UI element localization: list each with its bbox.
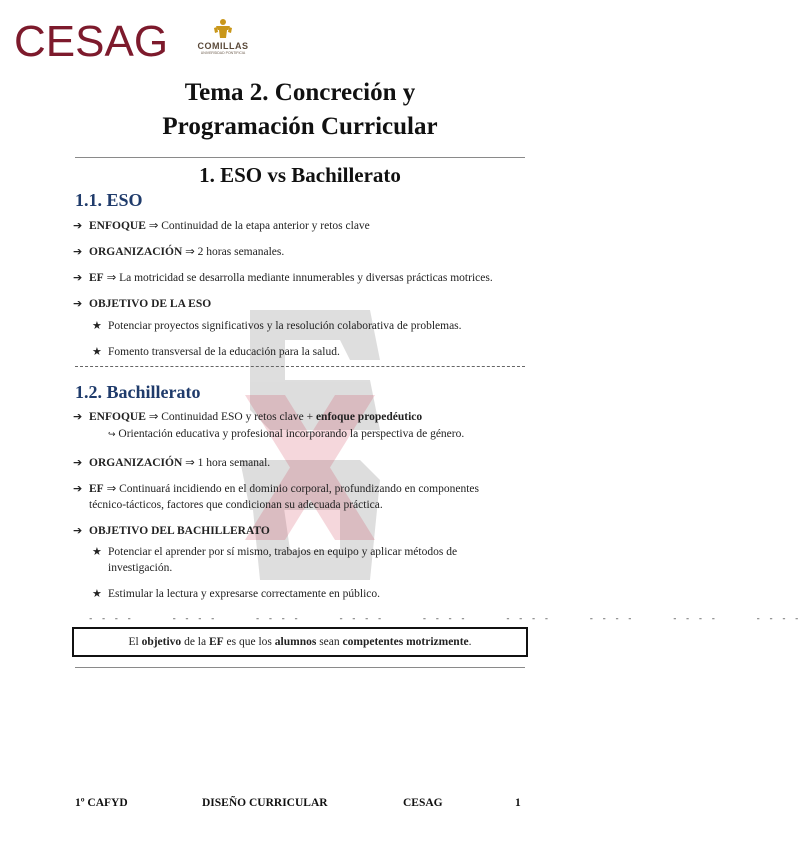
- bachillerato-heading: 1.2. Bachillerato: [75, 382, 201, 402]
- comillas-subtext: UNIVERSIDAD PONTIFICIA: [200, 51, 246, 55]
- bach-enfoque-label: ENFOQUE: [89, 411, 146, 423]
- summary-bold: competentes motrizmente: [342, 636, 469, 648]
- bach-objetivo-item-text-1: Potenciar el aprender por sí mismo, trabajos en equipo y aplicar métodos de: [108, 546, 458, 558]
- right-arrow-icon: ➔: [73, 297, 83, 310]
- crest-icon: [211, 18, 235, 40]
- summary-text: El: [128, 636, 139, 648]
- bach-enfoque-note-text: Orientación educativa y profesional incorporando la perspectiva de género.: [118, 428, 465, 440]
- summary-text: sean: [319, 636, 340, 648]
- right-arrow-icon: ➔: [73, 524, 83, 537]
- sparse-dash-divider: - - - - - - - - - - - - - - - - - - - - - - - - - - - - - - - - - - - -: [88, 614, 800, 624]
- title-divider: [75, 157, 525, 158]
- bach-enfoque-bold: enfoque propedéutico: [315, 411, 423, 423]
- star-icon: ★: [92, 587, 102, 600]
- eso-ef-label: EF: [89, 272, 104, 284]
- eso-organizacion-text: ⇒ 2 horas semanales.: [185, 246, 285, 258]
- eso-organizacion: [73, 244, 284, 260]
- cesag-logo: CESAG: [14, 17, 169, 66]
- star-icon: ★: [92, 345, 102, 358]
- footer-subject: DISEÑO CURRICULAR: [202, 797, 328, 809]
- section-title: 1. ESO vs Bachillerato: [199, 163, 401, 187]
- bottom-divider: [75, 667, 525, 668]
- bach-ef-text-1: ⇒ Continuará incidiendo en el dominio corporal, profundizando en componentes: [106, 483, 480, 495]
- summary-box: [72, 627, 528, 657]
- title-line-2: Programación Curricular: [162, 113, 438, 140]
- star-icon: ★: [92, 545, 102, 558]
- right-arrow-icon: ➔: [73, 271, 83, 284]
- eso-objetivo-item-text: Potenciar proyectos significativos y la resolución colaborativa de problemas.: [108, 320, 462, 332]
- eso-ef: [73, 270, 493, 286]
- right-arrow-icon: ➔: [73, 219, 83, 232]
- bach-organizacion-label: ORGANIZACIÓN: [89, 457, 183, 469]
- footer-page-number: 1: [515, 797, 521, 809]
- comillas-logo: [192, 18, 254, 68]
- footer-institution: CESAG: [403, 797, 443, 809]
- summary-text: .: [468, 636, 472, 648]
- eso-heading: 1.1. ESO: [75, 190, 143, 210]
- bach-enfoque: [73, 409, 422, 425]
- bach-ef-text-2: técnico-tácticos, factores que condicionan su adecuada práctica.: [89, 499, 383, 511]
- eso-enfoque: [73, 218, 370, 234]
- section-divider: [75, 366, 525, 367]
- eso-objetivo-label: OBJETIVO DE LA ESO: [89, 298, 212, 310]
- eso-objetivo-item: [92, 318, 462, 334]
- eso-organizacion-label: ORGANIZACIÓN: [89, 246, 183, 258]
- right-arrow-icon: ➔: [73, 456, 83, 469]
- page-title: [0, 76, 600, 144]
- eso-objetivo-item-text: Fomento transversal de la educación para la salud.: [108, 346, 340, 358]
- summary-bold: objetivo: [141, 636, 182, 648]
- bach-ef-label: EF: [89, 483, 104, 495]
- eso-objetivo: [73, 296, 211, 312]
- summary-bold: alumnos: [274, 636, 317, 648]
- summary-text: es que los: [226, 636, 272, 648]
- right-arrow-icon: ➔: [73, 245, 83, 258]
- bach-ef: [73, 481, 479, 513]
- bach-organizacion-text: ⇒ 1 hora semanal.: [185, 457, 271, 469]
- bach-objetivo-item: [92, 544, 457, 576]
- comillas-name: COMILLAS: [197, 41, 249, 51]
- right-arrow-icon: ➔: [73, 482, 83, 495]
- bach-enfoque-text: ⇒ Continuidad ESO y retos clave +: [148, 411, 314, 423]
- bach-enfoque-note: [108, 428, 464, 440]
- right-arrow-icon: ➔: [73, 410, 83, 423]
- bach-organizacion: [73, 455, 270, 471]
- eso-objetivo-item: [92, 344, 340, 360]
- bach-objetivo-item-text: Estimular la lectura y expresarse correctamente en público.: [108, 588, 381, 600]
- summary-text: de la: [184, 636, 207, 648]
- footer-course: 1º CAFYD: [75, 797, 128, 809]
- bach-objetivo-item: [92, 586, 380, 602]
- summary-bold: EF: [208, 636, 224, 648]
- eso-enfoque-text: ⇒ Continuidad de la etapa anterior y retos clave: [148, 220, 370, 232]
- header: [14, 18, 314, 68]
- bach-objetivo-item-text-2: investigación.: [108, 562, 173, 574]
- bach-objetivo: [73, 523, 270, 539]
- eso-enfoque-label: ENFOQUE: [89, 220, 146, 232]
- hook-arrow-icon: ↪: [108, 430, 116, 440]
- star-icon: ★: [92, 319, 102, 332]
- eso-ef-text: ⇒ La motricidad se desarrolla mediante innumerables y diversas prácticas motrices.: [106, 272, 493, 284]
- bach-objetivo-label: OBJETIVO DEL BACHILLERATO: [89, 525, 270, 537]
- title-line-1: Tema 2. Concreción y: [184, 79, 416, 106]
